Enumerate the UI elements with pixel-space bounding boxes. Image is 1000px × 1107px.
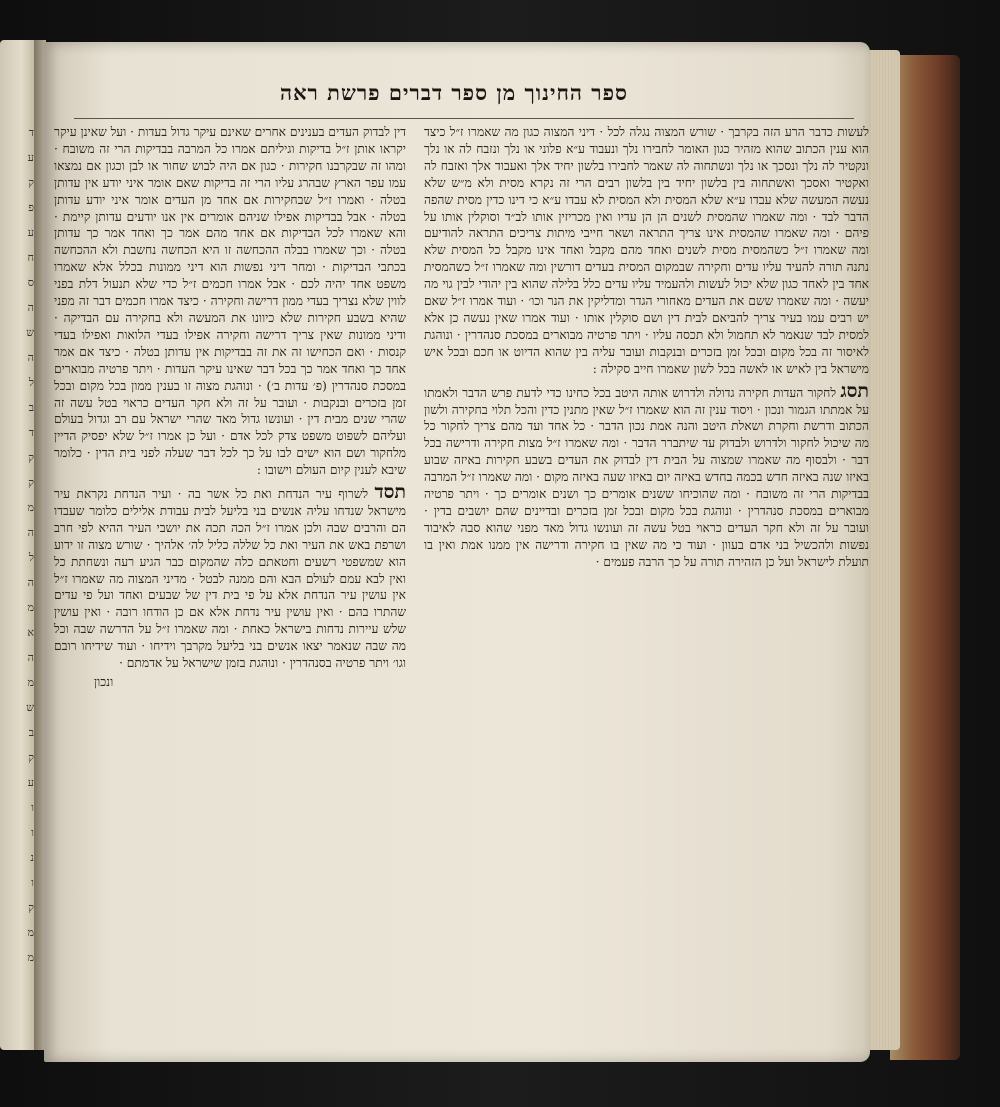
right-text-column bbox=[424, 124, 869, 984]
left-edge-glyph: ו bbox=[31, 876, 34, 889]
left-edge-glyph: ה bbox=[27, 526, 34, 539]
left-edge-glyph: ח bbox=[27, 251, 34, 264]
left-edge-glyph: ו bbox=[31, 801, 34, 814]
left-column-paragraph-2-text: לשרוף עיר הנדחת ואת כל אשר בה · ועיר הנדחת נקראת עיר מישראל שנדחו עליה אנשים בני בליעל לבית עבודת אלילים כלומר שעבדו הם והרבים שבה ולכן אמרו ז״ל הכה תכה את יושבי העיר ההיא לפי חרב ושרפת באש את העיר ואת כל שללה כליל לה׳ אלהיך · שורש מצוה זו ידוע הוא שמשפטי רשעים וחטאתם כלה שהמקום כבר הגיע רעה ונשחתת כל ואין לבא עמם לעולם הבא והם ממנה לבטל · מדיני המצוה מה שאמרו ז״ל אין עושין עיר הנדחת אלא על פי בית דין של שבעים ואחד ועל פי עדים שהתרו בהם · ואין עושין עיר נדחת אלא אם כן הודחו רובה · ואין עושין שלש עיירות נדחות בישראל כאחת · ומה שאמרו ז״ל על הדרשה שבה וכל מה שבה שנאמר יצאו אנשים בני בליעל מקרבך וידיחו · ועוד שידיחו רובם וגו׳ ויתר פרטיה בסנהדרין · ונוהגת בזמן שישראל על אדמתם · bbox=[54, 487, 406, 671]
left-edge-glyph: מ bbox=[27, 676, 34, 689]
left-edge-glyph: ו bbox=[31, 826, 34, 839]
left-edge-glyph: ע bbox=[27, 151, 34, 164]
catchword: ונכון bbox=[94, 675, 114, 689]
left-column-paragraph-1: דין לבדוק העדים בענינים אחרים שאינם עיקר גדול בעדות · ועל שאינן עיקר יקראו אותן ז״ל בדיקות וגיליתם אמרו כל המרבה בבדיקות הרי זה משובח · ומהו זה שבקרבנו חקירות · כגון אם היה לבוש שחור או לבן וכגון אם נמצאו עמו עפר הארץ שבהרג עליו הרי זה בדיקות שאם אומר איני יודע אין עדותן בטלה · ואמרו ז״ל שבחקירות אם אחד מן העדים אומר איני יודע עדותן בטלה · אבל בבדיקות אפילו שניהם אומרים אין אנו יודעים עדותן קיימת · והא שאמרו לכל הבדיקות אם אחד מהם אמר כך ואחד אמר כך עדותן בטלה · וכך שאמרו בבלה ההכחשה זו היא הכחשה נחשבת ולא ההכחשה בכתבי הבדיקות · ומחר דיני נפשות הוא דיני ממונות בכלל אלא שאמרו משפט אחד יהיה לכם · אבל אמרו חכמים ז״ל כדי שלא תנעול דלת בפני לווין שלא נצריך בעדי ממון דרישה וחקירה · כיצד אמרו חכמים דבר זה מפני שהיא בשבע חקירות שלא כיוונו את המעשה ולא בחקירה עם הבדיקה · ודיני ממונות שאין צריך דרישה וחקירה אפילו בעדי הלואות ואפילו בעדי קנסות · ואם הכחישו זה את זה בבדיקות אין עדותן בטלה · כיצד אם אמר אחד כך ואחד אמר כך בכל דבר שאינו עיקר העדות · ויתר פרטיה מבוארים במסכת סנהדרין (פ׳ עדות ב׳) · ונוהגת מצוה זו בענין ממון בכל מקום ובכל זמן בזכרים ובנקבות · ועובר על זה ולא חקר העדים כראוי בטל עשה זה שהרי שנים מבית דין · ועונשו גדול מאד שהרי ישראל עם רב וגדול בעולם ועליהם לשפוט משפט צדק לכל אדם · ועל כן אמרו ז״ל שלא יפסיק הדיין מלחקור ושם הוא ישים לבו על כך לכל דבר שעלה לפני בית הדין · כלומר שיבא לענין קיום העולם וישובו : bbox=[54, 125, 406, 478]
right-column-paragraph-2-text: לחקור העדות חקירה גדולה ולדרוש אותה היטב בכל כחינו כדי לדעת פרש הדבר ולאמתו על אמתתו הגמור ונכון · ויסוד ענין זה הוא שאמרו ז״ל שאין מתנין כדין והכל תלוי בחקירה ולשון הכתוב ודרשת וחקרת ושאלת היטב והנה אמת נכון הדבר · כל אחד ועד מהם צריך לחקור כל מה שיכול לחקור ולדרוש ולבדוק עד שיתברר הדבר · ומה שאמרו ז״ל מצות חקירה ודרישה בכל דבר · ולבסוף מה שאמרו שמצוה על הבית דין לבדוק את העדים בשבע חקירות באיזה שבוע באיזו שנה באיזה חדש בכמה בחדש באיזה יום באיזו שעה באיזה מקום · ומה שאמרו ז״ל המרבה בבדיקות הרי זה משובח · ומה שהוכיחו ששנים אומרים כך ושנים אומרים כך · ויתר פרטיה מבוארים במסכת סנהדרין · ונוהגת בכל מקום ובכל זמן בזכרים ובדיינים שהם יושבים בדין · ועובר על זה ולא חקר העדים כראוי בטל עשה זה ועונשו גדול מאד מפני שהוא סבה לאיבוד נפשות ולהכשיל בני אדם בעוון · ועוד כי מה שאין בו חקירה ודרישה אין ממנו אמת ואין בו תועלת לישראל ועל כן הזהירה תורה על כך הרבה פעמים · bbox=[424, 385, 869, 569]
left-edge-glyph: ב bbox=[28, 726, 34, 739]
left-edge-glyph: ס bbox=[27, 276, 34, 289]
left-page-edge-letters bbox=[20, 120, 34, 970]
left-text-column bbox=[54, 124, 406, 1004]
book-cover-edge bbox=[890, 55, 960, 1060]
left-edge-glyph: ק bbox=[28, 476, 34, 489]
left-edge-glyph: ש bbox=[26, 701, 34, 714]
left-edge-glyph: מ bbox=[27, 601, 34, 614]
right-column-paragraph-2 bbox=[424, 381, 869, 571]
left-edge-glyph: ה bbox=[27, 651, 34, 664]
left-edge-glyph: א bbox=[27, 626, 34, 639]
left-edge-glyph: ד bbox=[28, 426, 34, 439]
header-rule bbox=[74, 118, 854, 119]
left-edge-glyph: פ bbox=[28, 201, 34, 214]
section-marker-464: תסד bbox=[374, 481, 406, 504]
left-edge-glyph: ע bbox=[27, 776, 34, 789]
left-edge-glyph: ק bbox=[28, 751, 34, 764]
left-edge-glyph: ש bbox=[26, 326, 34, 339]
left-edge-glyph: ב bbox=[28, 401, 34, 414]
left-edge-glyph: נ bbox=[30, 851, 34, 864]
left-edge-glyph: ע bbox=[27, 226, 34, 239]
left-edge-glyph: מ bbox=[27, 951, 34, 964]
left-edge-glyph: מ bbox=[27, 501, 34, 514]
book-page bbox=[44, 42, 870, 1062]
left-edge-glyph: ל bbox=[28, 551, 34, 564]
left-page-sliver bbox=[0, 40, 36, 1050]
left-column-paragraph-2 bbox=[54, 482, 406, 672]
left-edge-glyph: מ bbox=[27, 926, 34, 939]
right-column-paragraph-1: לעשות כדבר הרע הזה בקרבך · שורש המצוה נגלה לכל · דיני המצוה כגון מה שאמרו ז״ל כיצד הוא ענין הכתוב שהוא מזהיר כגון האומר לחבירו נלך ונעבוד ע״א פלוני או נלך ונזבח לה או נלך ונקטיר לה נלך ונסכך או נלך ונשתחוה לה שאמר לחבירו בלשון יחיד אלך ואעבוד אלך ואזבח לה ואקטיר ואסכך ואשתחוה בין בלשון יחיד בין בלשון רבים הרי זה נקרא מסית ולא מ״ש שלא נעשה המעשה שלא עבדו ע״א שלא המסית ולא המסית לא עבדו ע״א כי דינו כדין מסית שהפה הדבר לבד · ומה שאמרו שהמסית לשנים הן הן עדיו ואין מכריזין אותו לב״ד וסוקלין אותו על פיהם · ומה שאמרו שהמסית אינו צריך התראה ושאר חייבי מיתות צריכים התראה להודיעם ומה שאמרו ז״ל כשהמסית מסית לשנים ואחד מהם מקבל ואחד אינו מקבל כל המסית שלא נתנה תורה להעיד עליו עדים וחקירה שבמקום המסית בעדים דורשין ומה שאמרו ז״ל כשהמסית אחד בין לאחד כגון שלא יכול לעשות ולהעמיד עליו עדים כלל בלילה שהוא בין יהודי לבין גוי מה יעשה · ומה שאמרו ששם את העדים מאחורי הגדר ומדליקין את הנר וכו׳ · ועוד אמרו ז״ל שאם יש רבים עמו בעיר צריך להביאם לבית דין ושם סוקלין אותו · ועוד אמרו שאין נעשה כן אלא למסית לבד שנאמר לא תחמול ולא תכסה עליו · ויתר פרטיה מבוארים במסכת סנהדרין · ונוהגת לאיסור זה בכל מקום ובכל זמן בזכרים ובנקבות ועובר עליה בין שהוא הדיוט או חכם ובכל איש מישראל בין לאיש או לאשה בכל לשון שאמרו חייב סקילה : bbox=[424, 125, 869, 376]
left-edge-glyph: ל bbox=[28, 376, 34, 389]
left-edge-glyph: ק bbox=[28, 901, 34, 914]
left-edge-glyph: ה bbox=[27, 301, 34, 314]
page-running-header: ספר החינוך מן ספר דברים פרשת ראה bbox=[279, 80, 628, 105]
section-marker-463: תסג bbox=[840, 379, 869, 402]
left-edge-glyph: ה bbox=[27, 576, 34, 589]
left-edge-glyph: ק bbox=[28, 176, 34, 189]
left-edge-glyph: ד bbox=[28, 126, 34, 139]
left-edge-glyph: ה bbox=[27, 351, 34, 364]
left-edge-glyph: ק bbox=[28, 451, 34, 464]
